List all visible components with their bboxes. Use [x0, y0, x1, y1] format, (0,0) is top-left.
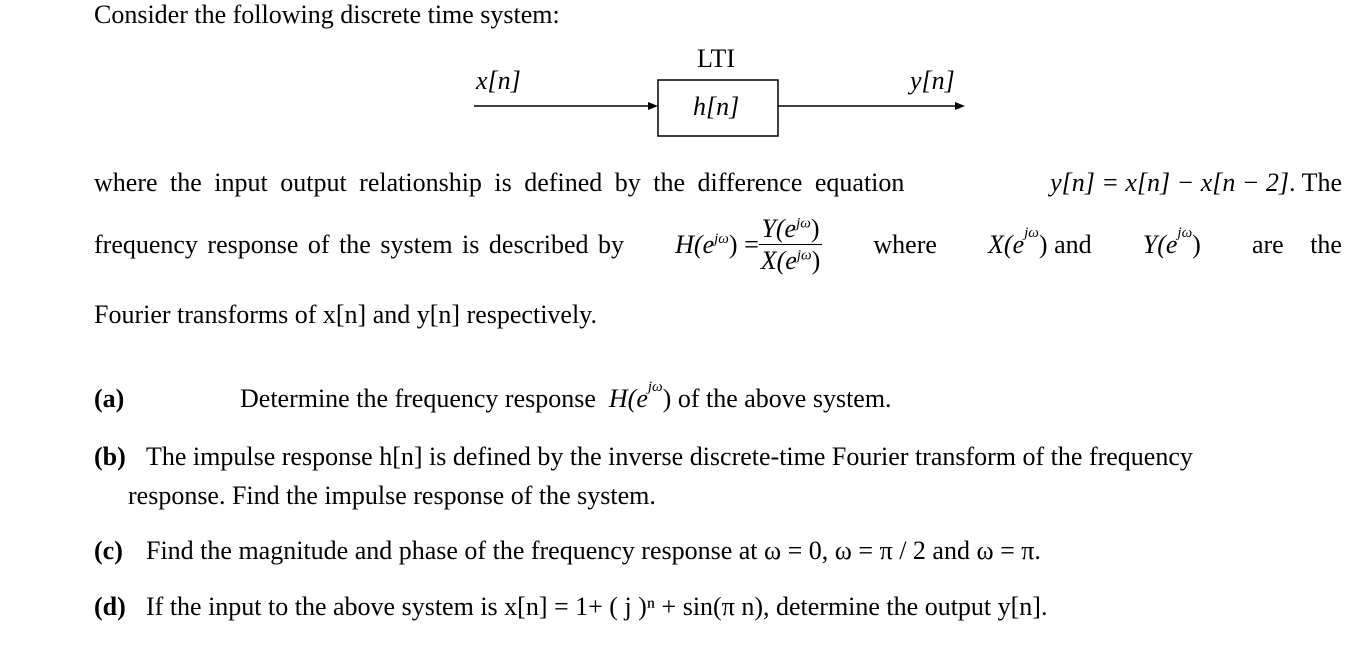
question-b-label: (b)	[94, 442, 126, 471]
denominator-close: )	[811, 246, 821, 275]
Y-exponent: jω	[1177, 225, 1193, 242]
X-transform	[988, 225, 1092, 260]
para-line-1-end: . The	[1289, 168, 1342, 197]
question-a-H: H(e	[608, 384, 648, 413]
H-symbol: H(e	[675, 230, 715, 259]
question-d	[94, 592, 126, 622]
output-label: y[n]	[910, 66, 955, 95]
question-c-label: (c)	[94, 536, 123, 565]
question-b	[94, 442, 126, 472]
question-b-line-2: response. Find the impulse response of the system.	[128, 481, 656, 510]
numerator-close: )	[810, 214, 820, 243]
block-label: h[n]	[693, 92, 740, 121]
para-line-2-end: are the	[1251, 230, 1342, 259]
input-arrowhead	[648, 102, 658, 110]
para-line-2-text: frequency response of the system is described by	[94, 230, 625, 259]
and-word: and	[1054, 230, 1092, 259]
intro-text: Consider the following discrete time system:	[94, 0, 560, 29]
question-c-text: Find the magnitude and phase of the frequency response at ω = 0, ω = π / 2 and ω = π.	[146, 536, 1041, 565]
question-d-text: If the input to the above system is x[n] = 1+ ( j )ⁿ + sin(π n), determine the output y[n].	[146, 592, 1048, 621]
question-a-label: (a)	[94, 384, 125, 413]
fraction-numerator	[759, 216, 821, 245]
X-close: )	[1038, 230, 1048, 259]
para-line-1-text: where the input output relationship is defined by the difference equation	[94, 168, 905, 197]
question-a-before: Determine the frequency response	[240, 384, 596, 413]
block-top-label: LTI	[697, 44, 736, 73]
frequency-response-def	[675, 216, 822, 274]
fraction-denominator	[759, 245, 823, 274]
question-a-close: )	[662, 384, 672, 413]
X-symbol: X(e	[988, 230, 1025, 259]
question-a-after: of the above system.	[677, 384, 892, 413]
question-a-exponent: jω	[647, 379, 663, 396]
para-line-1	[94, 168, 1342, 198]
X-exponent: jω	[1024, 225, 1039, 242]
numerator-exponent: jω	[796, 215, 811, 232]
H-exponent: jω	[714, 230, 729, 247]
question-c	[94, 536, 123, 566]
Y-close: )	[1192, 230, 1201, 259]
difference-equation: y[n] = x[n] − x[n − 2]	[1050, 168, 1290, 197]
fraction	[759, 216, 823, 274]
question-a	[94, 379, 1344, 414]
question-d-label: (d)	[94, 592, 126, 621]
numerator-Y: Y(e	[761, 214, 797, 243]
Y-transform	[1142, 225, 1201, 260]
para-line-2	[94, 216, 1342, 274]
question-b-line-1: The impulse response h[n] is defined by the inverse discrete-time Fourier transform of the frequency	[146, 442, 1193, 471]
denominator-X: X(e	[760, 246, 797, 275]
para-line-3: Fourier transforms of x[n] and y[n] respectively.	[94, 300, 597, 329]
output-arrowhead	[955, 102, 965, 110]
Y-symbol: Y(e	[1142, 230, 1178, 259]
where-word: where	[873, 230, 937, 259]
input-label: x[n]	[476, 66, 521, 95]
denominator-exponent: jω	[796, 247, 812, 264]
para-line-1-tail	[1050, 168, 1342, 198]
question-a-text	[240, 379, 892, 414]
block-diagram	[0, 0, 1370, 150]
H-close-eq: ) =	[728, 230, 759, 259]
